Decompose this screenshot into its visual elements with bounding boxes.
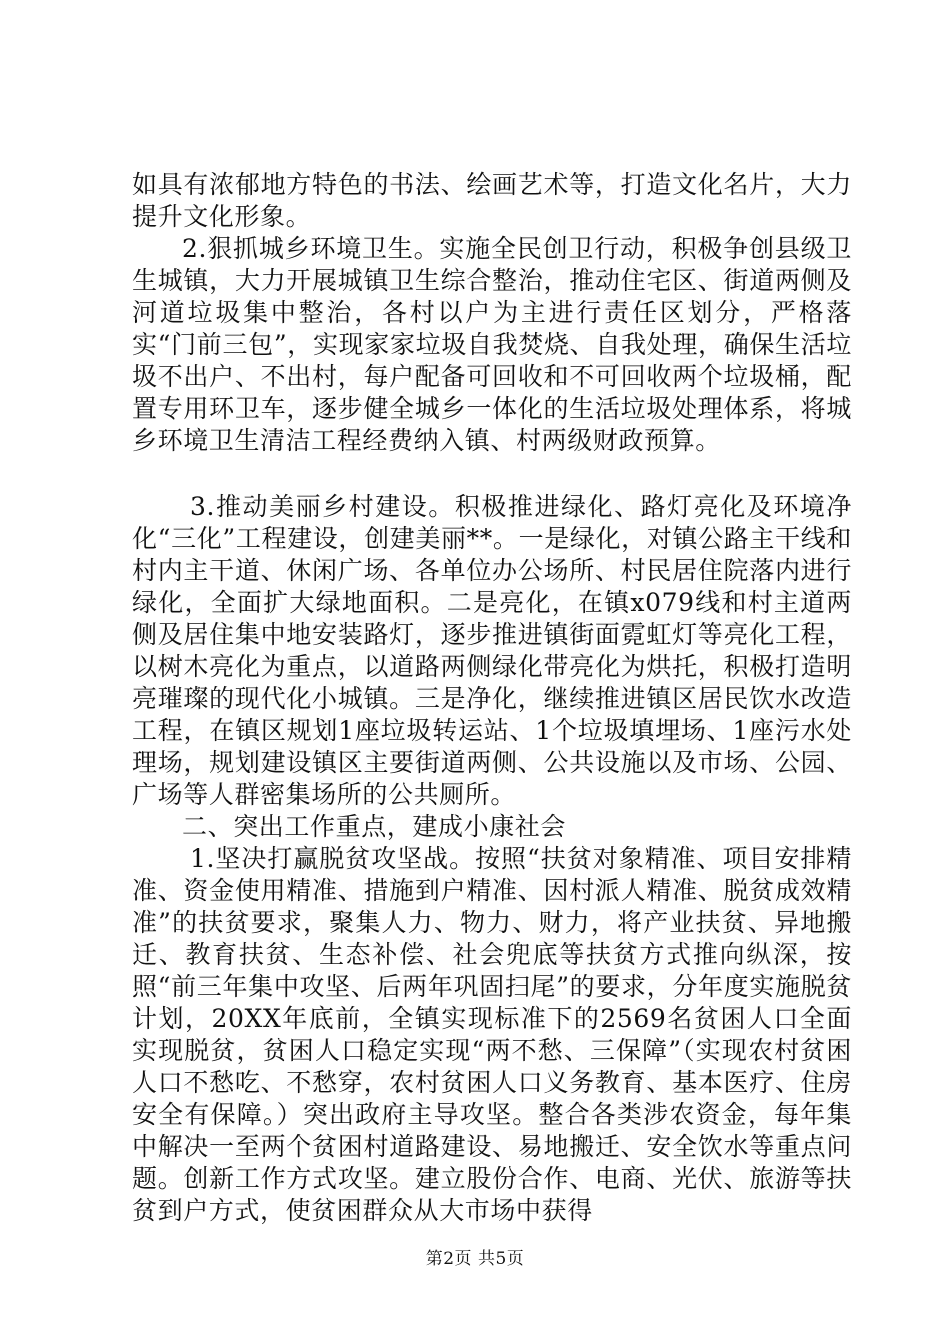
document-body	[132, 169, 852, 1227]
paragraph-poverty-alleviation: 1.坚决打赢脱贫攻坚战。按照“扶贫对象精准、项目安排精准、资金使用精准、措施到户精准、因村派人精准、脱贫成效精准”的扶贫要求，聚集人力、物力、财力，将产业扶贫、异地搬迁、教育扶贫、生态补偿、社会兜底等扶贫方式推向纵深，按照“前三年集中攻坚、后两年巩固扫尾”的要求，分年度实施脱贫计划，20XX年底前，全镇实现标准下的2569名贫困人口全面实现脱贫，贫困人口稳定实现“两不愁、三保障”（实现农村贫困人口不愁吃、不愁穿，农村贫困人口义务教育、基本医疗、住房安全有保障。）突出政府主导攻坚。整合各类涉农资金，每年集中解决一至两个贫困村道路建设、易地搬迁、安全饮水等重点问题。创新工作方式攻坚。建立股份合作、电商、光伏、旅游等扶贫到户方式，使贫困群众从大市场中获得	[132, 844, 852, 1225]
paragraph-culture-tail: 如具有浓郁地方特色的书法、绘画艺术等，打造文化名片，大力提升文化形象。	[132, 170, 852, 231]
paragraph-environment-sanitation: 2.狠抓城乡环境卫生。实施全民创卫行动，积极争创县级卫生城镇，大力开展城镇卫生综合整治，推动住宅区、街道两侧及河道垃圾集中整治，各村以户为主进行责任区划分，严格落实“门前三包”，实现家家垃圾自我焚烧、自我处理，确保生活垃圾不出户、不出村，每户配备可回收和不可回收两个垃圾桶，配置专用环卫车，逐步健全城乡一体化的生活垃圾处理体系，将城乡环境卫生清洁工程经费纳入镇、村两级财政预算。	[132, 234, 852, 455]
page-number-footer: 第2页 共5页	[425, 1249, 525, 1269]
paragraph-beautiful-village: 3.推动美丽乡村建设。积极推进绿化、路灯亮化及环境净化“三化”工程建设，创建美丽**。一是绿化，对镇公路主干线和村内主干道、休闲广场、各单位办公场所、村民居住院落内进行绿化，全面扩大绿地面积。二是亮化，在镇x079线和村主道两侧及居住集中地安装路灯，逐步推进镇街面霓虹灯等亮化工程，以树木亮化为重点，以道路两侧绿化带亮化为烘托，积极打造明亮璀璨的现代化小城镇。三是净化，继续推进镇区居民饮水改造工程，在镇区规划1座垃圾转运站、1个垃圾填埋场、1座污水处理场，规划建设镇区主要街道两侧、公共设施以及市场、公园、广场等人群密集场所的公共厕所。	[132, 492, 852, 809]
section-heading-key-work: 二、突出工作重点，建成小康社会	[182, 812, 567, 841]
paragraph-gap	[132, 457, 852, 491]
